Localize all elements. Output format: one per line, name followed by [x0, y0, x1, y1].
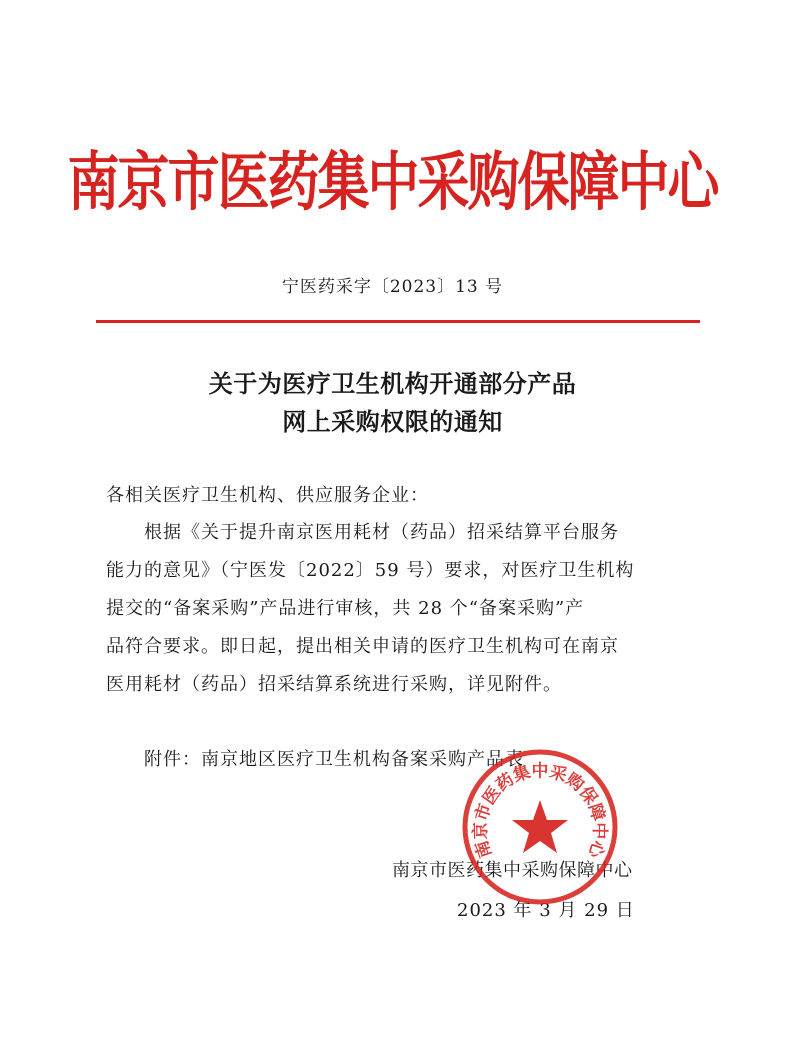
- salutation: 各相关医疗卫生机构、供应服务企业：: [106, 485, 429, 506]
- star-icon: [512, 800, 568, 853]
- body-line: 提交的“备案采购”产品进行审核，共 28 个“备案采购”产: [106, 598, 585, 619]
- signature-date: 2023 年 3 月 29 日: [457, 900, 635, 921]
- body-line: 医用耗材（药品）招采结算系统进行采购，详见附件。: [106, 674, 562, 695]
- body-line: 品符合要求。即日起，提出相关申请的医疗卫生机构可在南京: [106, 636, 619, 657]
- notice-title-line-2: 网上采购权限的通知: [282, 408, 503, 436]
- org-header: 南京市医药集中采购保障中心: [67, 146, 718, 220]
- signature-org: 南京市医药集中采购保障中心: [392, 860, 633, 881]
- official-seal-icon: [461, 748, 619, 906]
- body-line: 能力的意见》（宁医发〔2022〕59 号）要求，对医疗卫生机构: [106, 560, 635, 581]
- notice-title-line-1: 关于为医疗卫生机构开通部分产品: [208, 370, 577, 398]
- body-line: 根据《关于提升南京医用耗材（药品）招采结算平台服务: [106, 522, 619, 543]
- seal-text: 南京市医药集中采购保障中心: [470, 761, 610, 861]
- attachment-line: 附件：南京地区医疗卫生机构备案采购产品表: [106, 749, 524, 770]
- document-number: 宁医药采字〔2023〕13 号: [281, 277, 504, 297]
- red-divider: [96, 320, 700, 323]
